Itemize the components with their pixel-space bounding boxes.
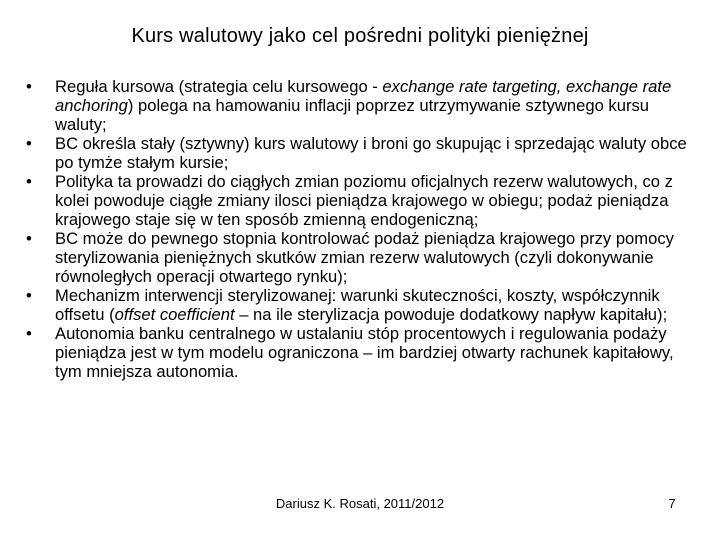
bullet-item — [26, 229, 696, 286]
bullet-text-italic: offset coefficient — [114, 305, 235, 324]
slide-title: Kurs walutowy jako cel pośredni polityki pieniężnej — [131, 25, 589, 47]
bullet-text: Mechanizm interwencji sterylizowanej: warunki skuteczności, koszty, współczynnik offsetu ( — [55, 286, 660, 324]
bullet-item — [26, 286, 696, 324]
footer-author: Dariusz K. Rosati, 2011/2012 — [275, 496, 445, 511]
bullet-text: Polityka ta prowadzi do ciągłych zmian poziomu oficjalnych rezerw walutowych, co z kolei powoduje ciągłe zmiany ilosci pieniądza krajowego w obiegu; podaż pieniądza krajowego staje się w ten sposób zmienną endogeniczną; — [55, 172, 673, 229]
bullet-item — [26, 77, 696, 134]
bullet-dot: • — [26, 134, 32, 153]
bullet-text: ) polega na hamowaniu inflacji poprzez utrzymywanie sztywnego kursu waluty; — [55, 96, 650, 134]
bullet-text-italic: exchange rate targeting, exchange rate anchoring — [55, 77, 672, 115]
bullet-item — [26, 134, 696, 172]
bullet-text: Autonomia banku centralnego w ustalaniu stóp procentowych i regulowania podaży pieniądza jest w tym modelu ograniczona – im bardziej otwarty rachunek kapitałowy, tym mniejsza autonomia. — [55, 324, 674, 381]
bullet-dot: • — [26, 324, 32, 343]
bullet-text: BC określa stały (sztywny) kurs walutowy i broni go skupując i sprzedając waluty obce po tymże stałym kursie; — [55, 134, 687, 172]
bullet-item — [26, 324, 696, 381]
bullet-text: – na ile sterylizacja powoduje dodatkowy napływ kapitału); — [234, 305, 668, 324]
bullet-dot: • — [26, 172, 32, 191]
bullet-list — [26, 77, 696, 381]
bullet-dot: • — [26, 77, 32, 96]
bullet-item — [26, 172, 696, 229]
bullet-dot: • — [26, 229, 32, 248]
page-number: 7 — [668, 496, 676, 511]
bullet-text: Reguła kursowa (strategia celu kursowego - — [55, 77, 383, 96]
bullet-text: BC może do pewnego stopnia kontrolować podaż pieniądza krajowego przy pomocy sterylizowania pieniężnych skutków zmian rezerw walutowych (czyli dokonywanie równoległych operacji otwartego rynku); — [55, 229, 674, 286]
bullet-dot: • — [26, 286, 32, 305]
